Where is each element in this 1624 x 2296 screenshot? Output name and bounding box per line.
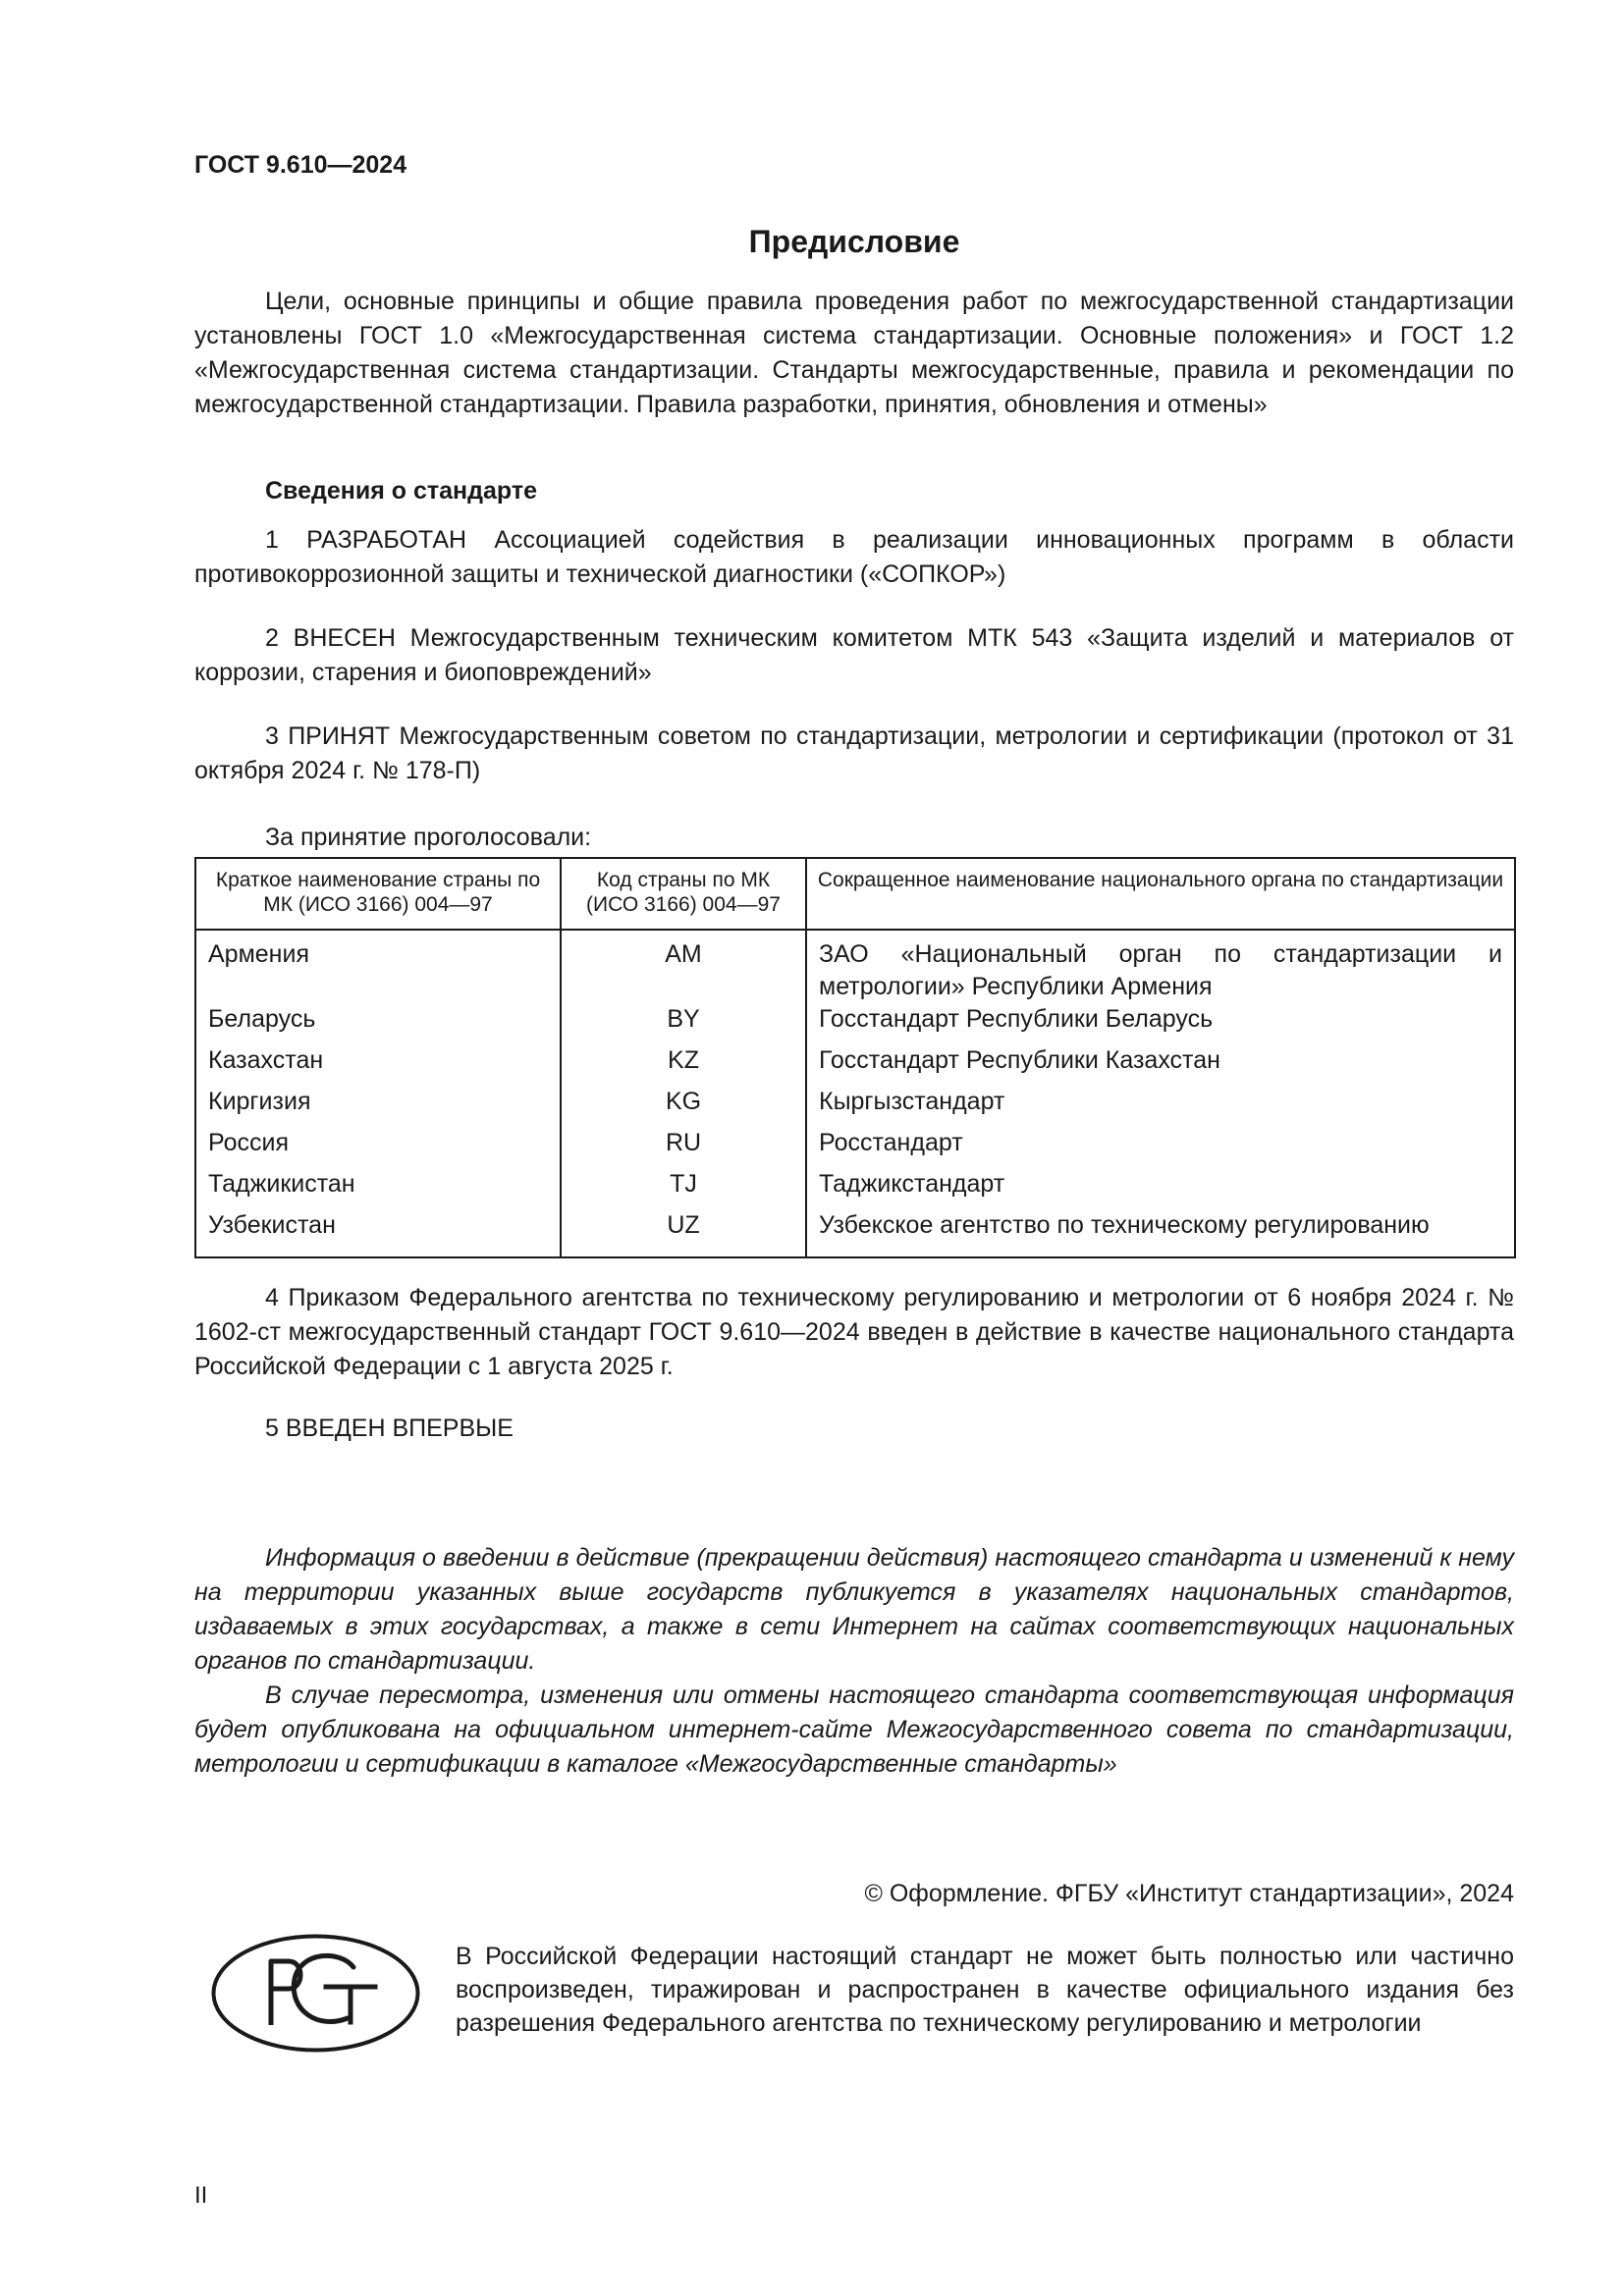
code-cell: RU: [561, 1127, 806, 1168]
table-row: [195, 1209, 1515, 1257]
code-cell: KG: [561, 1086, 806, 1127]
item-1: [194, 523, 1514, 592]
code-cell: KZ: [561, 1044, 806, 1086]
table-row: [195, 1044, 1515, 1086]
body-cell: Госстандарт Республики Казахстан: [806, 1044, 1515, 1086]
reproduction-notice: В Российской Федерации настоящий стандарт не может быть полностью или частично воспроизведен, тиражирован и распространен в качестве официального издания без разрешения Федерального агентства по техническому регулированию и метрологии: [456, 1943, 1514, 2037]
country-cell: Узбекистан: [195, 1209, 561, 1257]
code-cell: TJ: [561, 1168, 806, 1209]
item-4-text: 4 Приказом Федерального агентства по техническому регулированию и метрологии от 6 ноября 2024 г. № 1602-ст межгосударственный стандарт ГОСТ 9.610—2024 введен в действие в качестве национального стандарта Российской Федерации с 1 августа 2025 г.: [194, 1284, 1514, 1380]
info-heading-block: [194, 474, 1514, 508]
country-cell: Армения: [195, 930, 561, 1003]
body-cell: Росстандарт: [806, 1127, 1515, 1168]
item-1-text: 1 РАЗРАБОТАН Ассоциацией содействия в реализации инновационных программ в области противокоррозионной защиты и технической диагностики («СОПКОР»): [194, 526, 1514, 588]
code-cell: AM: [561, 930, 806, 1003]
voted-label-block: [194, 821, 1514, 855]
country-cell: Киргизия: [195, 1086, 561, 1127]
table-row: [195, 930, 1515, 1003]
column-header-body: Сокращенное наименование национального органа по стандартизации: [806, 858, 1515, 930]
notice-paragraph-1: Информация о введении в действие (прекращении действия) настоящего стандарта и изменений к нему на территории указанных выше государств публикуется в указателях национальных стандартов, издаваемых в этих государствах, а также в сети Интернет на сайтах соответствующих национальных органов по стандартизации.: [194, 1544, 1514, 1675]
country-cell: Таджикистан: [195, 1168, 561, 1209]
table-row: [195, 1086, 1515, 1127]
page-number: II: [194, 2182, 208, 2209]
intro-paragraph: [194, 285, 1514, 422]
body-cell: ЗАО «Национальный орган по стандартизации и метрологии» Республики Армения: [806, 930, 1515, 1003]
body-cell: Узбекское агентство по техническому регулированию: [806, 1209, 1515, 1257]
column-header-code: Код страны по МК (ИСО 3166) 004—97: [561, 858, 806, 930]
country-cell: Беларусь: [195, 1003, 561, 1044]
item-4: [194, 1281, 1514, 1384]
item-3-text: 3 ПРИНЯТ Межгосударственным советом по стандартизации, метрологии и сертификации (протокол от 31 октября 2024 г. № 178-П): [194, 722, 1514, 784]
notice-block: [194, 1541, 1514, 1782]
item-2: [194, 621, 1514, 690]
country-cell: Россия: [195, 1127, 561, 1168]
table-row: [195, 1168, 1515, 1209]
info-heading: Сведения о стандарте: [265, 477, 538, 505]
item-5-text: 5 ВВЕДЕН ВПЕРВЫЕ: [265, 1415, 514, 1442]
page-title: Предисловие: [748, 224, 960, 259]
intro-text: Цели, основные принципы и общие правила проведения работ по межгосударственной стандартизации установлены ГОСТ 1.0 «Межгосударственная система стандартизации. Основные положения» и ГОСТ 1.2 «Межгосударственная система стандартизации. Стандарты межгосударственные, правила и рекомендации по межгосударственной стандартизации. Правила разработки, принятия, обновления и отмены»: [194, 288, 1514, 418]
document-code: ГОСТ 9.610—2024: [194, 151, 407, 179]
item-2-text: 2 ВНЕСЕН Межгосударственным техническим комитетом МТК 543 «Защита изделий и материалов от коррозии, старения и биоповреждений»: [194, 624, 1514, 686]
code-cell: UZ: [561, 1209, 806, 1257]
copyright-line: © Оформление. ФГБУ «Институт стандартизации», 2024: [864, 1880, 1514, 1907]
pct-certification-mark-icon: [210, 1932, 421, 2055]
notice-paragraph-2: В случае пересмотра, изменения или отмены настоящего стандарта соответствующая информация будет опубликована на официальном интернет-сайте Межгосударственного совета по стандартизации, метрологии и сертификации в каталоге «Межгосударственные стандарты»: [194, 1682, 1514, 1778]
table-row: [195, 1127, 1515, 1168]
voting-table: [194, 857, 1516, 1258]
code-cell: BY: [561, 1003, 806, 1044]
country-cell: Казахстан: [195, 1044, 561, 1086]
item-3: [194, 720, 1514, 788]
table-header-row: [195, 858, 1515, 930]
table-row: [195, 1003, 1515, 1044]
body-cell: Таджикстандарт: [806, 1168, 1515, 1209]
column-header-country: Краткое наименование страны по МК (ИСО 3166) 004—97: [195, 858, 561, 930]
body-cell: Кыргызстандарт: [806, 1086, 1515, 1127]
voted-label: За принятие проголосовали:: [265, 824, 592, 851]
item-5: [194, 1412, 1514, 1446]
body-cell: Госстандарт Республики Беларусь: [806, 1003, 1515, 1044]
